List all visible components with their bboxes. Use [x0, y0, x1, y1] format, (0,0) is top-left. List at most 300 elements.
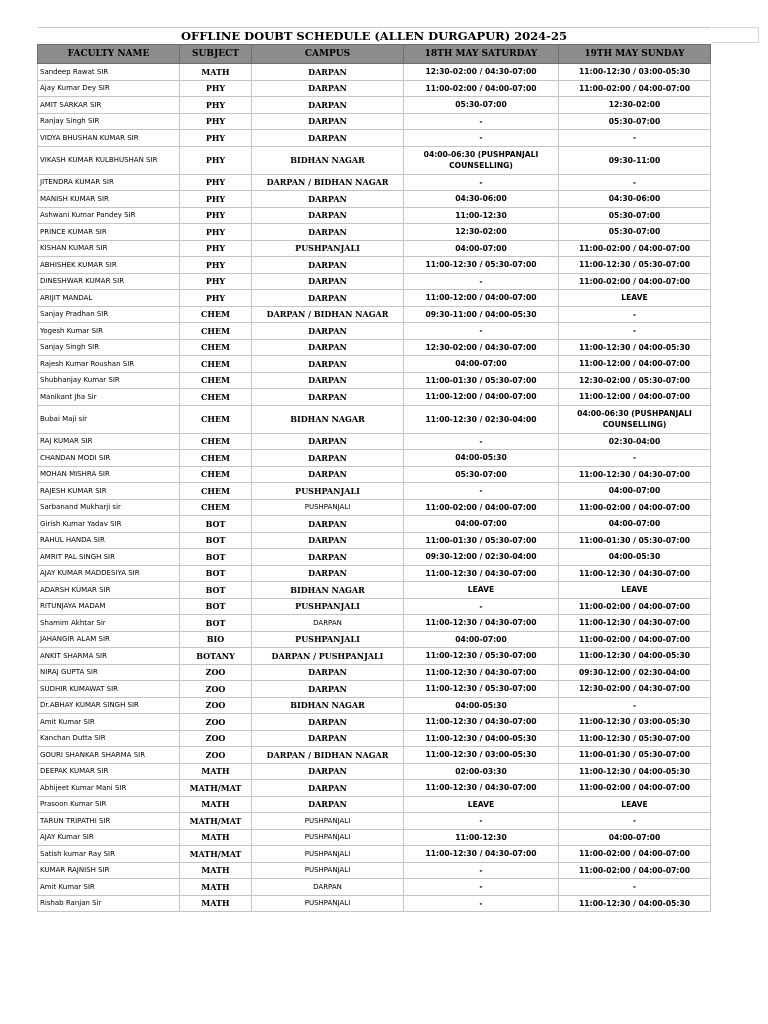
faculty-name-cell: Amit Kumar SIR	[38, 879, 180, 896]
sunday-slot-cell: 11:00-02:00 / 04:00-07:00	[559, 499, 711, 516]
faculty-name-cell: VIDYA BHUSHAN KUMAR SIR	[38, 130, 180, 147]
column-header-faculty-name: FACULTY NAME	[38, 45, 180, 64]
subject-cell: BOT	[180, 516, 252, 533]
saturday-slot-cell: 12:30-02:00 / 04:30-07:00	[404, 339, 559, 356]
table-row	[38, 714, 711, 731]
sunday-slot-cell: 11:00-12:30 / 04:00-05:30	[559, 339, 711, 356]
saturday-slot-cell: 04:00-06:30 (PUSHPANJALI COUNSELLING)	[404, 146, 559, 174]
campus-cell: DARPAN / BIDHAN NAGAR	[252, 306, 404, 323]
table-row	[38, 648, 711, 665]
saturday-slot-cell: 11:00-01:30 / 05:30-07:00	[404, 372, 559, 389]
table-row	[38, 747, 711, 764]
subject-cell: ZOO	[180, 697, 252, 714]
sunday-slot-cell: 04:00-07:00	[559, 829, 711, 846]
sunday-slot-cell: 05:30-07:00	[559, 207, 711, 224]
campus-cell: DARPAN	[252, 796, 404, 813]
sunday-slot-cell: 04:00-05:30	[559, 549, 711, 566]
saturday-slot-cell: 04:30-06:00	[404, 191, 559, 208]
table-row	[38, 339, 711, 356]
faculty-name-cell: RITUNJAYA MADAM	[38, 598, 180, 615]
faculty-name-cell: Amit Kumar SIR	[38, 714, 180, 731]
faculty-name-cell: Satish kumar Ray SIR	[38, 846, 180, 863]
subject-cell: PHY	[180, 174, 252, 191]
table-row	[38, 829, 711, 846]
page-title: OFFLINE DOUBT SCHEDULE (ALLEN DURGAPUR) 2024-25	[38, 28, 711, 45]
table-row	[38, 615, 711, 632]
saturday-slot-cell: -	[404, 433, 559, 450]
subject-cell: MATH/MAT	[180, 846, 252, 863]
faculty-name-cell: Ajay Kumar Dey SIR	[38, 80, 180, 97]
subject-cell: CHEM	[180, 323, 252, 340]
campus-cell: DARPAN	[252, 730, 404, 747]
table-row	[38, 273, 711, 290]
campus-cell: PUSHPANJALI	[252, 598, 404, 615]
sunday-slot-cell: 11:00-12:30 / 05:30-07:00	[559, 730, 711, 747]
table-row	[38, 780, 711, 797]
subject-cell: CHEM	[180, 466, 252, 483]
faculty-name-cell: Ashwani Kumar Pandey SIR	[38, 207, 180, 224]
saturday-slot-cell: 11:00-12:30 / 04:30-07:00	[404, 780, 559, 797]
subject-cell: MATH	[180, 796, 252, 813]
table-row	[38, 356, 711, 373]
table-row	[38, 290, 711, 307]
sunday-slot-cell: 11:00-02:00 / 04:00-07:00	[559, 846, 711, 863]
subject-cell: BOT	[180, 615, 252, 632]
faculty-name-cell: GOURI SHANKAR SHARMA SIR	[38, 747, 180, 764]
faculty-name-cell: Shamim Akhtar Sir	[38, 615, 180, 632]
column-header-campus: CAMPUS	[252, 45, 404, 64]
saturday-slot-cell: 11:00-12:30 / 05:30-07:00	[404, 681, 559, 698]
spreadsheet-cell-outline	[712, 27, 759, 43]
subject-cell: CHEM	[180, 499, 252, 516]
faculty-name-cell: ARIJIT MANDAL	[38, 290, 180, 307]
saturday-slot-cell: 12:30-02:00	[404, 224, 559, 241]
subject-cell: BOTANY	[180, 648, 252, 665]
sunday-slot-cell: -	[559, 306, 711, 323]
subject-cell: MATH	[180, 895, 252, 912]
campus-cell: DARPAN	[252, 207, 404, 224]
sunday-slot-cell: 09:30-12:00 / 02:30-04:00	[559, 664, 711, 681]
faculty-name-cell: AJAY Kumar SIR	[38, 829, 180, 846]
subject-cell: CHEM	[180, 356, 252, 373]
faculty-name-cell: Abhijeet Kumar Mani SIR	[38, 780, 180, 797]
subject-cell: ZOO	[180, 714, 252, 731]
campus-cell: PUSHPANJALI	[252, 631, 404, 648]
subject-cell: MATH	[180, 862, 252, 879]
faculty-name-cell: Prasoon Kumar SIR	[38, 796, 180, 813]
faculty-name-cell: AJAY KUMAR MADDESIYA SIR	[38, 565, 180, 582]
subject-cell: PHY	[180, 130, 252, 147]
sunday-slot-cell: 11:00-01:30 / 05:30-07:00	[559, 532, 711, 549]
campus-cell: DARPAN	[252, 565, 404, 582]
sunday-slot-cell: LEAVE	[559, 290, 711, 307]
campus-cell: DARPAN	[252, 339, 404, 356]
faculty-name-cell: Yogesh Kumar SIR	[38, 323, 180, 340]
subject-cell: BOT	[180, 549, 252, 566]
faculty-name-cell: MOHAN MISHRA SIR	[38, 466, 180, 483]
campus-cell: DARPAN	[252, 549, 404, 566]
campus-cell: DARPAN	[252, 433, 404, 450]
campus-cell: DARPAN	[252, 615, 404, 632]
sunday-slot-cell: 04:00-07:00	[559, 483, 711, 500]
table-row	[38, 113, 711, 130]
sunday-slot-cell: 09:30-11:00	[559, 146, 711, 174]
campus-cell: DARPAN	[252, 516, 404, 533]
schedule-rows	[38, 64, 711, 912]
campus-cell: DARPAN	[252, 780, 404, 797]
subject-cell: PHY	[180, 273, 252, 290]
campus-cell: DARPAN	[252, 714, 404, 731]
subject-cell: ZOO	[180, 730, 252, 747]
faculty-name-cell: SUDHIR KUMAWAT SIR	[38, 681, 180, 698]
campus-cell: PUSHPANJALI	[252, 846, 404, 863]
sunday-slot-cell: -	[559, 130, 711, 147]
table-row	[38, 499, 711, 516]
saturday-slot-cell: 11:00-12:30 / 05:30-07:00	[404, 648, 559, 665]
faculty-name-cell: JAHANGIR ALAM SIR	[38, 631, 180, 648]
subject-cell: MATH	[180, 879, 252, 896]
subject-cell: CHEM	[180, 483, 252, 500]
table-row	[38, 582, 711, 599]
sunday-slot-cell: LEAVE	[559, 796, 711, 813]
faculty-name-cell: RAHUL HANDA SIR	[38, 532, 180, 549]
table-row	[38, 97, 711, 114]
table-row	[38, 450, 711, 467]
sunday-slot-cell: -	[559, 697, 711, 714]
faculty-name-cell: Rajesh Kumar Roushan SIR	[38, 356, 180, 373]
subject-cell: BOT	[180, 532, 252, 549]
subject-cell: ZOO	[180, 747, 252, 764]
subject-cell: PHY	[180, 191, 252, 208]
faculty-name-cell: TARUN TRIPATHI SIR	[38, 813, 180, 830]
subject-cell: MATH/MAT	[180, 780, 252, 797]
sunday-slot-cell: 11:00-12:30 / 04:00-05:30	[559, 763, 711, 780]
faculty-name-cell: Manikant Jha Sir	[38, 389, 180, 406]
saturday-slot-cell: 04:00-07:00	[404, 240, 559, 257]
saturday-slot-cell: -	[404, 813, 559, 830]
table-row	[38, 516, 711, 533]
table-row	[38, 879, 711, 896]
sunday-slot-cell: 11:00-02:00 / 04:00-07:00	[559, 862, 711, 879]
sunday-slot-cell: 11:00-02:00 / 04:00-07:00	[559, 598, 711, 615]
table-row	[38, 895, 711, 912]
sunday-slot-cell: 11:00-12:30 / 04:00-05:30	[559, 648, 711, 665]
subject-cell: PHY	[180, 80, 252, 97]
faculty-name-cell: AMRIT PAL SINGH SIR	[38, 549, 180, 566]
subject-cell: ZOO	[180, 664, 252, 681]
table-row	[38, 483, 711, 500]
campus-cell: DARPAN / PUSHPANJALI	[252, 648, 404, 665]
saturday-slot-cell: -	[404, 895, 559, 912]
saturday-slot-cell: -	[404, 174, 559, 191]
faculty-name-cell: RAJ KUMAR SIR	[38, 433, 180, 450]
table-row	[38, 763, 711, 780]
subject-cell: CHEM	[180, 405, 252, 433]
faculty-name-cell: ABHISHEK KUMAR SIR	[38, 257, 180, 274]
subject-cell: BOT	[180, 582, 252, 599]
table-row	[38, 389, 711, 406]
subject-cell: MATH	[180, 64, 252, 81]
sunday-slot-cell: 11:00-02:00 / 04:00-07:00	[559, 631, 711, 648]
saturday-slot-cell: -	[404, 273, 559, 290]
saturday-slot-cell: 05:30-07:00	[404, 97, 559, 114]
subject-cell: PHY	[180, 207, 252, 224]
sunday-slot-cell: 11:00-02:00 / 04:00-07:00	[559, 240, 711, 257]
table-row	[38, 466, 711, 483]
faculty-name-cell: Girish Kumar Yadav SIR	[38, 516, 180, 533]
sunday-slot-cell: 11:00-12:30 / 04:30-07:00	[559, 466, 711, 483]
saturday-slot-cell: 11:00-12:30 / 04:30-07:00	[404, 664, 559, 681]
campus-cell: DARPAN	[252, 273, 404, 290]
sunday-slot-cell: 12:30-02:00 / 04:30-07:00	[559, 681, 711, 698]
faculty-name-cell: Rishab Ranjan Sir	[38, 895, 180, 912]
campus-cell: DARPAN	[252, 681, 404, 698]
table-row	[38, 697, 711, 714]
campus-cell: DARPAN / BIDHAN NAGAR	[252, 174, 404, 191]
saturday-slot-cell: 11:00-12:30	[404, 207, 559, 224]
faculty-name-cell: Shubhanjay Kumar SIR	[38, 372, 180, 389]
saturday-slot-cell: 11:00-02:00 / 04:00-07:00	[404, 499, 559, 516]
faculty-name-cell: PRINCE KUMAR SIR	[38, 224, 180, 241]
faculty-name-cell: MANISH KUMAR SIR	[38, 191, 180, 208]
column-header-sunday: 19TH MAY SUNDAY	[559, 45, 711, 64]
campus-cell: DARPAN	[252, 113, 404, 130]
campus-cell: DARPAN	[252, 290, 404, 307]
sunday-slot-cell: 05:30-07:00	[559, 224, 711, 241]
sunday-slot-cell: -	[559, 879, 711, 896]
saturday-slot-cell: 11:00-12:30 / 04:30-07:00	[404, 846, 559, 863]
table-row	[38, 80, 711, 97]
faculty-name-cell: ANKIT SHARMA SIR	[38, 648, 180, 665]
subject-cell: MATH	[180, 829, 252, 846]
saturday-slot-cell: 02:00-03:30	[404, 763, 559, 780]
sunday-slot-cell: LEAVE	[559, 582, 711, 599]
faculty-name-cell: KISHAN KUMAR SIR	[38, 240, 180, 257]
faculty-name-cell: Sanjay Pradhan SIR	[38, 306, 180, 323]
subject-cell: PHY	[180, 257, 252, 274]
subject-cell: CHEM	[180, 433, 252, 450]
subject-cell: PHY	[180, 146, 252, 174]
sunday-slot-cell: -	[559, 450, 711, 467]
subject-cell: CHEM	[180, 306, 252, 323]
subject-cell: PHY	[180, 290, 252, 307]
table-row	[38, 191, 711, 208]
faculty-name-cell: DINESHWAR KUMAR SIR	[38, 273, 180, 290]
sunday-slot-cell: 04:00-07:00	[559, 516, 711, 533]
table-row	[38, 681, 711, 698]
subject-cell: PHY	[180, 97, 252, 114]
sunday-slot-cell: 11:00-12:00 / 04:00-07:00	[559, 389, 711, 406]
campus-cell: DARPAN	[252, 323, 404, 340]
table-row	[38, 565, 711, 582]
campus-cell: BIDHAN NAGAR	[252, 405, 404, 433]
campus-cell: DARPAN	[252, 879, 404, 896]
sunday-slot-cell: -	[559, 323, 711, 340]
campus-cell: DARPAN	[252, 664, 404, 681]
campus-cell: PUSHPANJALI	[252, 862, 404, 879]
saturday-slot-cell: -	[404, 879, 559, 896]
sunday-slot-cell: 11:00-02:00 / 04:00-07:00	[559, 80, 711, 97]
table-row	[38, 664, 711, 681]
saturday-slot-cell: -	[404, 113, 559, 130]
sunday-slot-cell: 05:30-07:00	[559, 113, 711, 130]
faculty-name-cell: RAJESH KUMAR SIR	[38, 483, 180, 500]
schedule-table	[37, 27, 711, 912]
campus-cell: DARPAN	[252, 64, 404, 81]
saturday-slot-cell: 11:00-12:30 / 02:30-04:00	[404, 405, 559, 433]
table-row	[38, 207, 711, 224]
faculty-name-cell: NIRAJ GUPTA SIR	[38, 664, 180, 681]
campus-cell: BIDHAN NAGAR	[252, 146, 404, 174]
saturday-slot-cell: 11:00-12:00 / 04:00-07:00	[404, 389, 559, 406]
subject-cell: CHEM	[180, 450, 252, 467]
saturday-slot-cell: -	[404, 483, 559, 500]
table-row	[38, 224, 711, 241]
saturday-slot-cell: 04:00-05:30	[404, 450, 559, 467]
saturday-slot-cell: 09:30-12:00 / 02:30-04:00	[404, 549, 559, 566]
table-row	[38, 598, 711, 615]
faculty-name-cell: KUMAR RAJNISH SIR	[38, 862, 180, 879]
campus-cell: DARPAN / BIDHAN NAGAR	[252, 747, 404, 764]
saturday-slot-cell: 11:00-12:30 / 04:00-05:30	[404, 730, 559, 747]
column-header-subject: SUBJECT	[180, 45, 252, 64]
saturday-slot-cell: 11:00-12:30 / 04:30-07:00	[404, 714, 559, 731]
saturday-slot-cell: -	[404, 862, 559, 879]
saturday-slot-cell: 11:00-12:00 / 04:00-07:00	[404, 290, 559, 307]
saturday-slot-cell: LEAVE	[404, 582, 559, 599]
campus-cell: DARPAN	[252, 224, 404, 241]
subject-cell: BOT	[180, 565, 252, 582]
saturday-slot-cell: 04:00-07:00	[404, 516, 559, 533]
table-row	[38, 240, 711, 257]
sunday-slot-cell: 04:30-06:00	[559, 191, 711, 208]
sunday-slot-cell: 11:00-12:30 / 04:30-07:00	[559, 615, 711, 632]
sunday-slot-cell: 11:00-12:30 / 04:30-07:00	[559, 565, 711, 582]
saturday-slot-cell: 12:30-02:00 / 04:30-07:00	[404, 64, 559, 81]
faculty-name-cell: Sandeep Rawat SIR	[38, 64, 180, 81]
table-row	[38, 549, 711, 566]
saturday-slot-cell: 04:00-05:30	[404, 697, 559, 714]
saturday-slot-cell: 11:00-12:30 / 05:30-07:00	[404, 257, 559, 274]
campus-cell: DARPAN	[252, 80, 404, 97]
campus-cell: DARPAN	[252, 257, 404, 274]
saturday-slot-cell: 11:00-01:30 / 05:30-07:00	[404, 532, 559, 549]
campus-cell: PUSHPANJALI	[252, 483, 404, 500]
sunday-slot-cell: 11:00-01:30 / 05:30-07:00	[559, 747, 711, 764]
saturday-slot-cell: 05:30-07:00	[404, 466, 559, 483]
saturday-slot-cell: -	[404, 323, 559, 340]
table-row	[38, 862, 711, 879]
faculty-name-cell: JITENDRA KUMAR SIR	[38, 174, 180, 191]
table-row	[38, 730, 711, 747]
campus-cell: DARPAN	[252, 450, 404, 467]
sunday-slot-cell: 11:00-02:00 / 04:00-07:00	[559, 273, 711, 290]
campus-cell: PUSHPANJALI	[252, 895, 404, 912]
subject-cell: PHY	[180, 240, 252, 257]
campus-cell: PUSHPANJALI	[252, 813, 404, 830]
subject-cell: ZOO	[180, 681, 252, 698]
sunday-slot-cell: -	[559, 813, 711, 830]
saturday-slot-cell: -	[404, 130, 559, 147]
sunday-slot-cell: 12:30-02:00	[559, 97, 711, 114]
faculty-name-cell: Ranjay Singh SIR	[38, 113, 180, 130]
campus-cell: DARPAN	[252, 191, 404, 208]
campus-cell: DARPAN	[252, 97, 404, 114]
campus-cell: DARPAN	[252, 763, 404, 780]
faculty-name-cell: CHANDAN MODI SIR	[38, 450, 180, 467]
faculty-name-cell: Bubai Maji sir	[38, 405, 180, 433]
subject-cell: PHY	[180, 113, 252, 130]
saturday-slot-cell: 04:00-07:00	[404, 356, 559, 373]
column-header-saturday: 18TH MAY SATURDAY	[404, 45, 559, 64]
saturday-slot-cell: 11:00-12:30 / 03:00-05:30	[404, 747, 559, 764]
table-row	[38, 405, 711, 433]
campus-cell: DARPAN	[252, 130, 404, 147]
campus-cell: DARPAN	[252, 356, 404, 373]
sunday-slot-cell: 11:00-12:30 / 03:00-05:30	[559, 714, 711, 731]
table-row	[38, 846, 711, 863]
faculty-name-cell: AMIT SARKAR SIR	[38, 97, 180, 114]
sunday-slot-cell: 02:30-04:00	[559, 433, 711, 450]
campus-cell: BIDHAN NAGAR	[252, 582, 404, 599]
subject-cell: CHEM	[180, 389, 252, 406]
faculty-name-cell: Dr.ABHAY KUMAR SINGH SIR	[38, 697, 180, 714]
saturday-slot-cell: 11:00-02:00 / 04:00-07:00	[404, 80, 559, 97]
table-row	[38, 146, 711, 174]
saturday-slot-cell: 09:30-11:00 / 04:00-05:30	[404, 306, 559, 323]
subject-cell: PHY	[180, 224, 252, 241]
sunday-slot-cell: 04:00-06:30 (PUSHPANJALI COUNSELLING)	[559, 405, 711, 433]
saturday-slot-cell: 04:00-07:00	[404, 631, 559, 648]
table-row	[38, 433, 711, 450]
campus-cell: DARPAN	[252, 372, 404, 389]
table-row	[38, 323, 711, 340]
campus-cell: BIDHAN NAGAR	[252, 697, 404, 714]
subject-cell: MATH	[180, 763, 252, 780]
sunday-slot-cell: 12:30-02:00 / 05:30-07:00	[559, 372, 711, 389]
sunday-slot-cell: 11:00-12:00 / 04:00-07:00	[559, 356, 711, 373]
saturday-slot-cell: 11:00-12:30 / 04:30-07:00	[404, 565, 559, 582]
table-row	[38, 813, 711, 830]
saturday-slot-cell: LEAVE	[404, 796, 559, 813]
table-row	[38, 532, 711, 549]
subject-cell: MATH/MAT	[180, 813, 252, 830]
campus-cell: PUSHPANJALI	[252, 240, 404, 257]
table-row	[38, 306, 711, 323]
campus-cell: PUSHPANJALI	[252, 499, 404, 516]
faculty-name-cell: ADARSH KUMAR SIR	[38, 582, 180, 599]
faculty-name-cell: DEEPAK KUMAR SIR	[38, 763, 180, 780]
faculty-name-cell: Sanjay Singh SIR	[38, 339, 180, 356]
subject-cell: CHEM	[180, 372, 252, 389]
sunday-slot-cell: 11:00-12:30 / 05:30-07:00	[559, 257, 711, 274]
saturday-slot-cell: 11:00-12:30	[404, 829, 559, 846]
campus-cell: PUSHPANJALI	[252, 829, 404, 846]
sunday-slot-cell: 11:00-02:00 / 04:00-07:00	[559, 780, 711, 797]
sunday-slot-cell: 11:00-12:30 / 03:00-05:30	[559, 64, 711, 81]
subject-cell: BIO	[180, 631, 252, 648]
faculty-name-cell: VIKASH KUMAR KULBHUSHAN SIR	[38, 146, 180, 174]
table-row	[38, 372, 711, 389]
sunday-slot-cell: -	[559, 174, 711, 191]
schedule-sheet	[37, 27, 710, 912]
faculty-name-cell: Sarbanand Mukharji sir	[38, 499, 180, 516]
table-row	[38, 174, 711, 191]
table-row	[38, 631, 711, 648]
sunday-slot-cell: 11:00-12:30 / 04:00-05:30	[559, 895, 711, 912]
table-row	[38, 64, 711, 81]
campus-cell: DARPAN	[252, 389, 404, 406]
